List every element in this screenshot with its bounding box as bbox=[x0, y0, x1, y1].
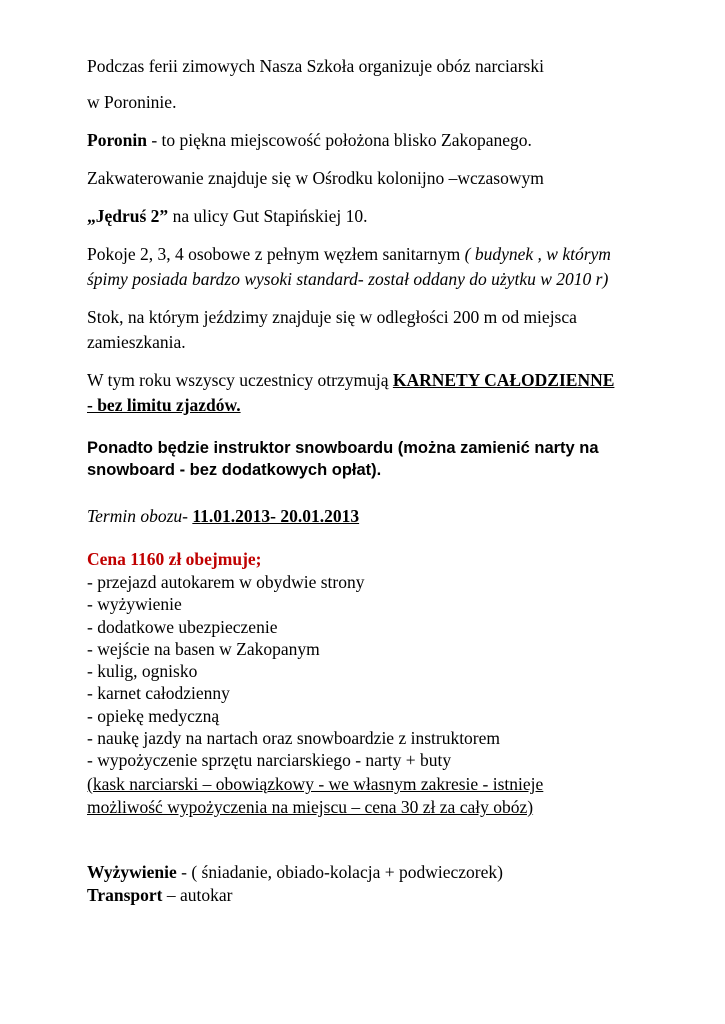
passes-bold: KARNETY CAŁODZIENNE bbox=[392, 370, 615, 390]
passes-line-1 bbox=[87, 369, 614, 391]
poronin-bold: Poronin bbox=[87, 130, 147, 150]
list-item: - kulig, ognisko bbox=[87, 661, 198, 682]
address-paragraph bbox=[87, 205, 367, 227]
transport-paragraph bbox=[87, 884, 233, 906]
intro-line-1: Podczas ferii zimowych Nasza Szkoła organizuje obóz narciarski bbox=[87, 56, 544, 76]
accommodation-paragraph: Zakwaterowanie znajduje się w Ośrodku kolonijno –wczasowym bbox=[87, 168, 544, 188]
term-paragraph bbox=[87, 505, 359, 527]
transport-label: Transport bbox=[87, 885, 163, 905]
list-item: - wypożyczenie sprzętu narciarskiego - narty + buty bbox=[87, 750, 452, 771]
includes-list bbox=[87, 571, 500, 772]
list-item: - opiekę medyczną bbox=[87, 705, 220, 726]
term-dates: 11.01.2013- 20.01.2013 bbox=[192, 506, 360, 526]
list-item: - karnet całodzienny bbox=[87, 683, 230, 704]
rooms-note-1: ( budynek , w którym bbox=[464, 244, 611, 264]
transport-text: – autokar bbox=[162, 885, 233, 905]
list-item: - naukę jazdy na nartach oraz snowboardzie z instruktorem bbox=[87, 728, 501, 749]
poronin-paragraph bbox=[87, 129, 532, 151]
rooms-text: Pokoje 2, 3, 4 osobowe z pełnym węzłem sanitarnym bbox=[87, 244, 465, 264]
passes-text: W tym roku wszyscy uczestnicy otrzymują bbox=[87, 370, 393, 390]
slope-line-2: zamieszkania. bbox=[87, 332, 186, 352]
food-text: - ( śniadanie, obiado-kolacja + podwieczorek) bbox=[176, 862, 503, 882]
food-paragraph bbox=[87, 861, 503, 883]
slope-line-1: Stok, na którym jeździmy znajduje się w odległości 200 m od miejsca bbox=[87, 307, 577, 327]
poronin-text: - to piękna miejscowość położona blisko Zakopanego. bbox=[146, 130, 532, 150]
instructor-line-1: Ponadto będzie instruktor snowboardu (można zamienić narty na bbox=[87, 439, 599, 457]
term-label: Termin obozu- bbox=[87, 506, 188, 526]
intro-line-2: w Poroninie. bbox=[87, 92, 177, 112]
rental-note-line-1: (kask narciarski – obowiązkowy - we własnym zakresie - istnieje bbox=[87, 774, 544, 794]
price-heading: Cena 1160 zł obejmuje; bbox=[87, 549, 262, 569]
food-label: Wyżywienie bbox=[87, 862, 177, 882]
list-item: - przejazd autokarem w obydwie strony bbox=[87, 572, 365, 592]
instructor-line-2: snowboard - bez dodatkowych opłat). bbox=[87, 461, 382, 479]
rooms-note-2: śpimy posiada bardzo wysoki standard- został oddany do użytku w 2010 r) bbox=[87, 269, 609, 289]
list-item: - dodatkowe ubezpieczenie bbox=[87, 616, 278, 637]
list-item: - wejście na basen w Zakopanym bbox=[87, 638, 320, 659]
resort-name: „Jędruś 2” bbox=[87, 206, 169, 226]
rooms-line-1 bbox=[87, 243, 611, 265]
address-text: na ulicy Gut Stapińskiej 10. bbox=[168, 206, 368, 226]
rental-note-line-2: możliwość wypożyczenia na miejscu – cena 30 zł za cały obóz) bbox=[87, 797, 534, 817]
list-item: - wyżywienie bbox=[87, 594, 182, 615]
passes-line-2: - bez limitu zjazdów. bbox=[87, 395, 241, 415]
